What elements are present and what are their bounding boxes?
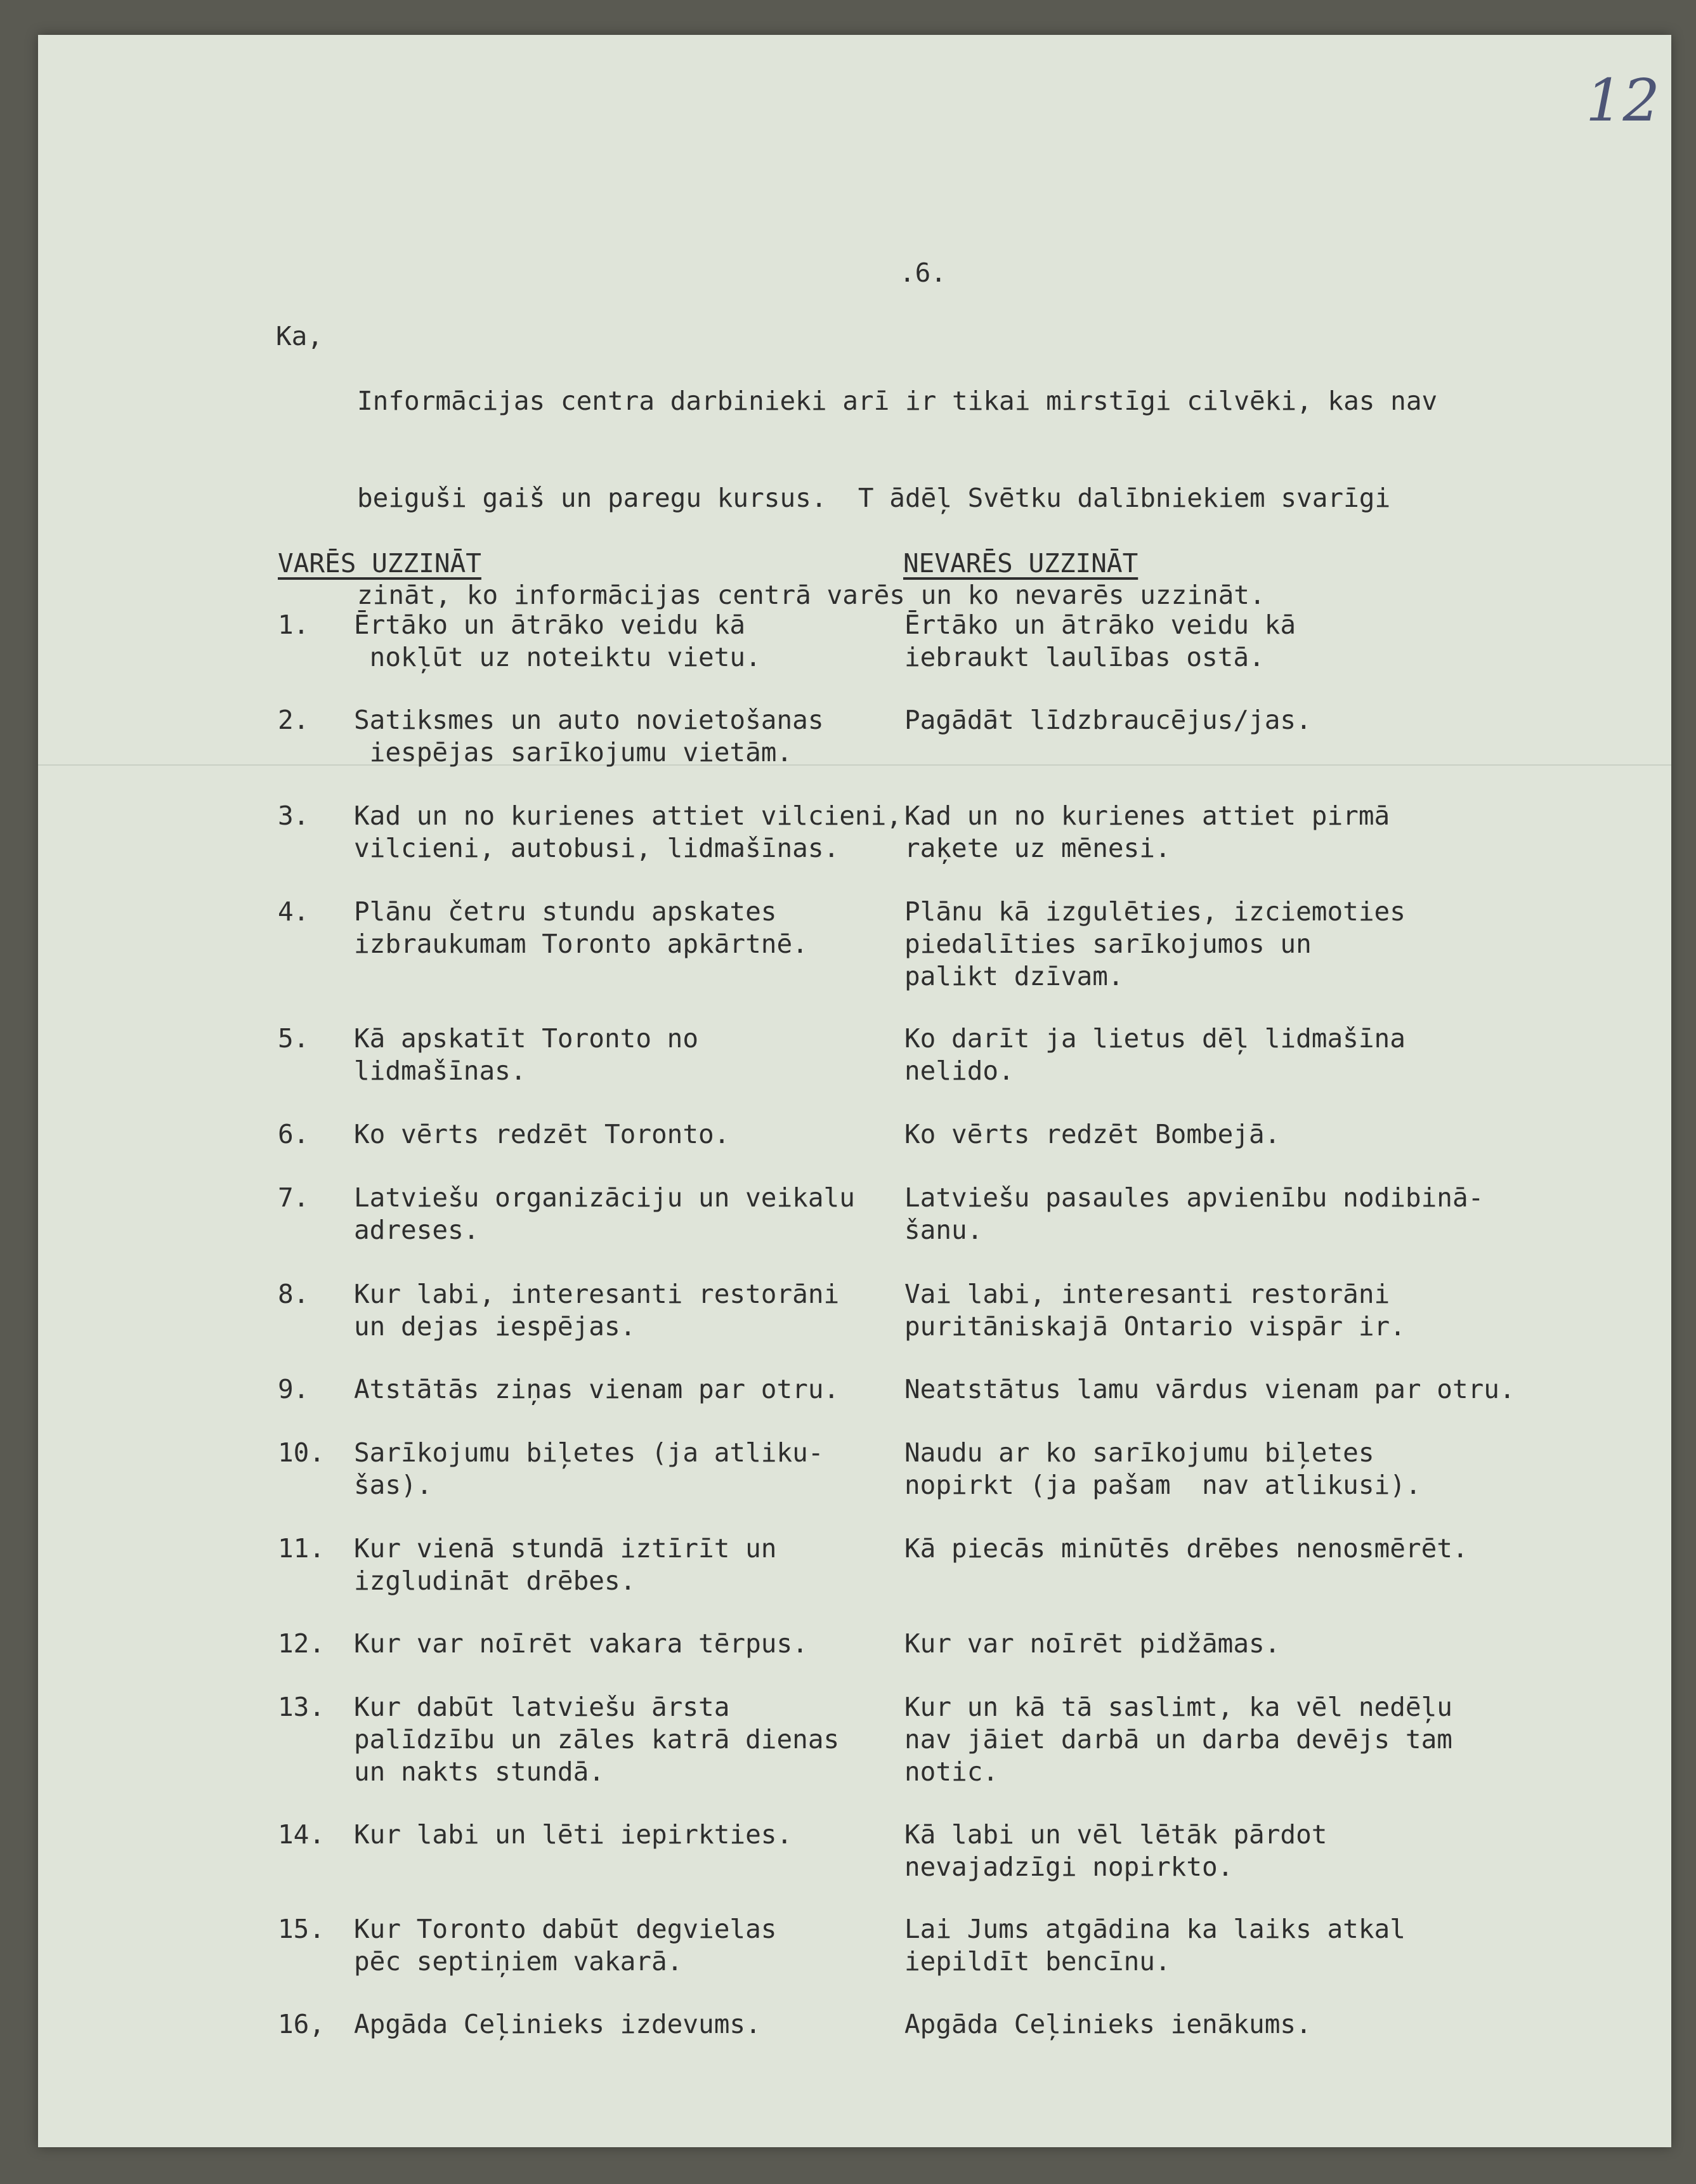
text-line: nokļūt uz noteiktu vietu. <box>354 642 761 672</box>
cannot-find-out-text <box>904 896 1608 993</box>
text-line: un dejas iespējas. <box>354 1311 636 1342</box>
text-line: palīdzību un zāles katrā dienas <box>354 1724 840 1755</box>
text-line: nevajadzīgi nopirkto. <box>904 1852 1234 1882</box>
text-line: Lai Jums atgādina ka laiks atkal <box>904 1914 1406 1944</box>
text-line: Kur Toronto dabūt degvielas <box>354 1914 777 1944</box>
text-line: Plānu četru stundu apskates <box>354 896 777 927</box>
text-line: notic. <box>904 1756 999 1787</box>
can-find-out-text <box>354 1819 899 1851</box>
intro-line: beiguši gaiš un paregu kursus. T ādēļ Svētku dalībniekiem svarīgi <box>357 483 1391 513</box>
text-line: puritāniskajā Ontario vispār ir. <box>904 1311 1406 1342</box>
cannot-find-out-text <box>904 800 1608 865</box>
text-line: raķete uz mēnesi. <box>904 833 1171 863</box>
text-line: Kur labi, interesanti restorāni <box>354 1279 840 1309</box>
text-line: izgludināt drēbes. <box>354 1566 636 1596</box>
text-line: Vai labi, interesanti restorāni <box>904 1279 1390 1309</box>
item-number: 1. <box>278 610 310 640</box>
document-page <box>38 35 1671 2147</box>
column-header-cannot-find-out: NEVARĒS UZZINĀT <box>903 548 1138 579</box>
can-find-out-text <box>354 1373 899 1406</box>
can-find-out-text <box>354 800 902 865</box>
text-line: Apgāda Ceļinieks izdevums. <box>354 2009 761 2039</box>
text-line: Kā labi un vēl lētāk pārdot <box>904 1819 1327 1850</box>
text-line: Kad un no kurienes attiet pirmā <box>904 801 1390 831</box>
text-line: Kur labi un lēti iepirkties. <box>354 1819 793 1850</box>
text-line: šas). <box>354 1470 433 1500</box>
text-line: iespējas sarīkojumu vietām. <box>354 737 793 768</box>
cannot-find-out-text <box>904 704 1608 736</box>
item-number: 13. <box>278 1692 325 1722</box>
can-find-out-text <box>354 1278 899 1343</box>
text-line: Apgāda Ceļinieks ienākums. <box>904 2009 1312 2039</box>
text-line: Latviešu organizāciju un veikalu <box>354 1182 855 1213</box>
item-number: 15. <box>278 1914 325 1944</box>
can-find-out-text <box>354 1023 899 1087</box>
cannot-find-out-text <box>904 609 1608 674</box>
text-line: Ko vērts redzēt Bombejā. <box>904 1119 1281 1149</box>
can-find-out-text <box>354 1533 899 1597</box>
text-line: Kur var noīrēt vakara tērpus. <box>354 1628 808 1659</box>
item-number: 16, <box>278 2009 325 2039</box>
text-line: Atstātās ziņas vienam par otru. <box>354 1374 840 1404</box>
item-number: 11. <box>278 1533 325 1564</box>
intro-line: Informācijas centra darbinieki arī ir tikai mirstīgi cilvēki, kas nav <box>357 386 1438 416</box>
text-line: Sarīkojumu biļetes (ja atliku- <box>354 1437 824 1468</box>
text-line: Ko darīt ja lietus dēļ lidmašīna <box>904 1023 1406 1054</box>
can-find-out-text <box>354 609 899 674</box>
text-line: Kad un no kurienes attiet vilcieni, <box>354 801 902 831</box>
cannot-find-out-text <box>904 1118 1608 1151</box>
item-number: 2. <box>278 705 310 735</box>
item-number: 8. <box>278 1279 310 1309</box>
text-line: nav jāiet darbā un darba devējs tam <box>904 1724 1452 1755</box>
can-find-out-text <box>354 1913 899 1978</box>
cannot-find-out-text <box>904 1023 1608 1087</box>
text-line: Plānu kā izgulēties, izciemoties <box>904 896 1406 927</box>
can-find-out-text <box>354 2008 899 2041</box>
text-line: Neatstātus lamu vārdus vienam par otru. <box>904 1374 1515 1404</box>
text-line: Kā apskatīt Toronto no <box>354 1023 699 1054</box>
text-line: palikt dzīvam. <box>904 961 1124 991</box>
text-line: pēc septiņiem vakarā. <box>354 1946 683 1977</box>
text-line: šanu. <box>904 1215 983 1245</box>
text-line: Kur un kā tā saslimt, ka vēl nedēļu <box>904 1692 1452 1722</box>
can-find-out-text <box>354 896 899 960</box>
cannot-find-out-text <box>904 1628 1608 1660</box>
cannot-find-out-text <box>904 1819 1608 1883</box>
can-find-out-text <box>354 1437 899 1501</box>
text-line: nopirkt (ja pašam nav atlikusi). <box>904 1470 1421 1500</box>
can-find-out-text <box>354 1118 899 1151</box>
text-line: Kur var noīrēt pidžāmas. <box>904 1628 1281 1659</box>
cannot-find-out-text <box>904 1373 1608 1406</box>
item-number: 14. <box>278 1819 325 1850</box>
text-line: lidmašīnas. <box>354 1056 526 1086</box>
item-number: 10. <box>278 1437 325 1468</box>
text-line: Kur dabūt latviešu ārsta <box>354 1692 730 1722</box>
text-line: adreses. <box>354 1215 479 1245</box>
column-header-can-find-out: VARĒS UZZINĀT <box>278 548 481 579</box>
item-number: 3. <box>278 801 310 831</box>
text-line: iepildīt bencīnu. <box>904 1946 1171 1977</box>
text-line: Ērtāko un ātrāko veidu kā <box>904 610 1296 640</box>
text-line: Ko vērts redzēt Toronto. <box>354 1119 730 1149</box>
can-find-out-text <box>354 1691 899 1788</box>
item-number: 5. <box>278 1023 310 1054</box>
cannot-find-out-text <box>904 2008 1608 2041</box>
cannot-find-out-text <box>904 1437 1608 1501</box>
text-line: Latviešu pasaules apvienību nodibinā- <box>904 1182 1484 1213</box>
can-find-out-text <box>354 704 899 769</box>
text-line: vilcieni, autobusi, lidmašīnas. <box>354 833 840 863</box>
text-line: Satiksmes un auto novietošanas <box>354 705 824 735</box>
can-find-out-text <box>354 1182 899 1246</box>
intro-label: Ka, <box>276 321 323 351</box>
text-line: izbraukumam Toronto apkārtnē. <box>354 929 808 959</box>
item-number: 9. <box>278 1374 310 1404</box>
text-line: Ērtāko un ātrāko veidu kā <box>354 610 746 640</box>
text-line: iebraukt laulības ostā. <box>904 642 1265 672</box>
text-line: Kur vienā stundā iztīrīt un <box>354 1533 777 1564</box>
cannot-find-out-text <box>904 1691 1608 1788</box>
item-number: 4. <box>278 896 310 927</box>
cannot-find-out-text <box>904 1278 1608 1343</box>
can-find-out-text <box>354 1628 899 1660</box>
item-number: 6. <box>278 1119 310 1149</box>
text-line: piedalīties sarīkojumos un <box>904 929 1312 959</box>
text-line: nelido. <box>904 1056 1014 1086</box>
text-line: un nakts stundā. <box>354 1756 604 1787</box>
cannot-find-out-text <box>904 1913 1608 1978</box>
text-line: Kā piecās minūtēs drēbes nenosmērēt. <box>904 1533 1468 1564</box>
item-number: 12. <box>278 1628 325 1659</box>
item-number: 7. <box>278 1182 310 1213</box>
text-line: Naudu ar ko sarīkojumu biļetes <box>904 1437 1374 1468</box>
cannot-find-out-text <box>904 1182 1608 1246</box>
text-line: Pagādāt līdzbraucējus/jas. <box>904 705 1312 735</box>
page-number: .6. <box>899 258 947 288</box>
handwritten-page-number: 12 <box>1586 67 1660 134</box>
intro-line: zināt, ko informācijas centrā varēs un ko nevarēs uzzināt. <box>357 580 1265 610</box>
cannot-find-out-text <box>904 1533 1608 1565</box>
